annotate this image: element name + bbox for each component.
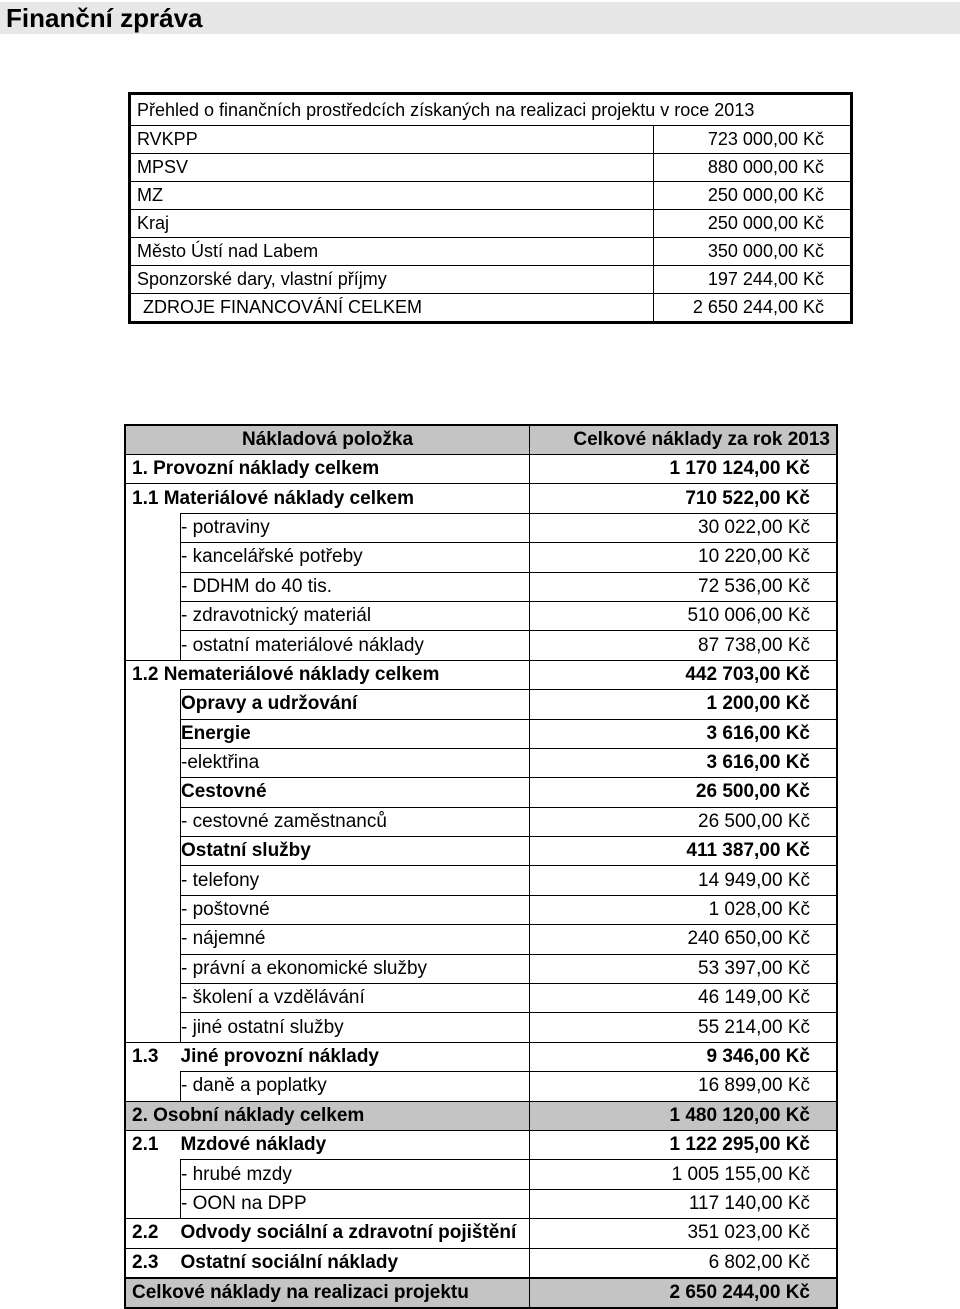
income-total-amount: 2 650 244,00 Kč [654, 294, 852, 323]
cost-value: 26 500,00 Kč [530, 778, 838, 807]
table-row [130, 238, 852, 266]
table-row [125, 1189, 837, 1218]
cost-value: 1 480 120,00 Kč [530, 1101, 838, 1130]
table-row [125, 1130, 837, 1159]
cost-label: Cestovné [181, 778, 530, 807]
table-row [130, 126, 852, 154]
cost-value: 14 949,00 Kč [530, 866, 838, 895]
cost-label: - nájemné [181, 925, 530, 954]
cost-value: 53 397,00 Kč [530, 954, 838, 983]
costs-table [124, 424, 838, 1309]
cost-number: 2.1 [125, 1130, 181, 1159]
cost-value: 1 122 295,00 Kč [530, 1130, 838, 1159]
cost-value: 240 650,00 Kč [530, 925, 838, 954]
cost-value: 26 500,00 Kč [530, 807, 838, 836]
table-row [125, 954, 837, 983]
indent-cell [125, 1013, 181, 1042]
header-item: Nákladová položka [125, 425, 530, 455]
income-source: Kraj [130, 210, 654, 238]
table-row [125, 895, 837, 924]
cost-label: - cestovné zaměstnanců [181, 807, 530, 836]
cost-label: 1.1 Materiálové náklady celkem [125, 484, 530, 513]
table-row [125, 1219, 837, 1248]
indent-cell [125, 807, 181, 836]
cost-value: 10 220,00 Kč [530, 543, 838, 572]
indent-cell [125, 748, 181, 777]
cost-value: 710 522,00 Kč [530, 484, 838, 513]
indent-cell [125, 954, 181, 983]
table-row [130, 210, 852, 238]
table-row [125, 572, 837, 601]
income-source: Město Ústí nad Labem [130, 238, 654, 266]
table-row [125, 1160, 837, 1189]
cost-label: - školení a vzdělávání [181, 984, 530, 1013]
table-row [125, 455, 837, 484]
cost-value: 1 170 124,00 Kč [530, 455, 838, 484]
indent-cell [125, 1072, 181, 1101]
cost-label: Energie [181, 719, 530, 748]
cost-label: 2. Osobní náklady celkem [125, 1101, 530, 1130]
cost-label: - poštovné [181, 895, 530, 924]
indent-cell [125, 778, 181, 807]
cost-label: - DDHM do 40 tis. [181, 572, 530, 601]
cost-label: - potraviny [181, 513, 530, 542]
cost-value: 72 536,00 Kč [530, 572, 838, 601]
table-row [125, 778, 837, 807]
cost-value: 3 616,00 Kč [530, 748, 838, 777]
cost-label: Odvody sociální a zdravotní pojištění [181, 1219, 530, 1248]
cost-label: - ostatní materiálové náklady [181, 631, 530, 660]
cost-value: 411 387,00 Kč [530, 837, 838, 866]
cost-number: 2.3 [125, 1248, 181, 1278]
income-amount: 880 000,00 Kč [654, 154, 852, 182]
table-row [130, 154, 852, 182]
cost-label: 1.2 Nemateriálové náklady celkem [125, 660, 530, 689]
cost-label: Jiné provozní náklady [181, 1042, 530, 1071]
cost-value: 510 006,00 Kč [530, 601, 838, 630]
cost-value: 46 149,00 Kč [530, 984, 838, 1013]
cost-value: 30 022,00 Kč [530, 513, 838, 542]
income-source: Sponzorské dary, vlastní příjmy [130, 266, 654, 294]
income-total-label: ZDROJE FINANCOVÁNÍ CELKEM [130, 294, 654, 323]
cost-value: 442 703,00 Kč [530, 660, 838, 689]
cost-label: - daně a poplatky [181, 1072, 530, 1101]
cost-label: - právní a ekonomické služby [181, 954, 530, 983]
cost-value: 55 214,00 Kč [530, 1013, 838, 1042]
table-row [125, 1248, 837, 1278]
table-row [125, 1101, 837, 1130]
table-row [125, 748, 837, 777]
income-amount: 197 244,00 Kč [654, 266, 852, 294]
income-amount: 250 000,00 Kč [654, 182, 852, 210]
table-row [125, 513, 837, 542]
table-row [125, 719, 837, 748]
cost-label: - hrubé mzdy [181, 1160, 530, 1189]
table-row [125, 984, 837, 1013]
cost-label: - jiné ostatní služby [181, 1013, 530, 1042]
cost-total-value: 2 650 244,00 Kč [530, 1278, 838, 1308]
table-row [125, 690, 837, 719]
income-amount: 250 000,00 Kč [654, 210, 852, 238]
indent-cell [125, 1189, 181, 1218]
cost-label: - zdravotnický materiál [181, 601, 530, 630]
costs-header-row [125, 425, 837, 455]
indent-cell [125, 513, 181, 542]
cost-value: 3 616,00 Kč [530, 719, 838, 748]
table-row [125, 631, 837, 660]
table-row [125, 1278, 837, 1308]
table-row [125, 1072, 837, 1101]
indent-cell [125, 895, 181, 924]
indent-cell [125, 631, 181, 660]
cost-label: Ostatní sociální náklady [181, 1248, 530, 1278]
cost-value: 6 802,00 Kč [530, 1248, 838, 1278]
cost-label: Ostatní služby [181, 837, 530, 866]
indent-cell [125, 925, 181, 954]
table-row [125, 484, 837, 513]
income-source: MZ [130, 182, 654, 210]
income-total-row [130, 294, 852, 323]
table-row [125, 866, 837, 895]
indent-cell [125, 572, 181, 601]
cost-value: 351 023,00 Kč [530, 1219, 838, 1248]
cost-label: - OON na DPP [181, 1189, 530, 1218]
indent-cell [125, 984, 181, 1013]
indent-cell [125, 719, 181, 748]
table-row [125, 1013, 837, 1042]
indent-cell [125, 866, 181, 895]
cost-value: 1 005 155,00 Kč [530, 1160, 838, 1189]
cost-value: 1 028,00 Kč [530, 895, 838, 924]
cost-label: -elektřina [181, 748, 530, 777]
indent-cell [125, 601, 181, 630]
cost-value: 9 346,00 Kč [530, 1042, 838, 1071]
table-row [125, 1042, 837, 1071]
income-source: MPSV [130, 154, 654, 182]
cost-value: 16 899,00 Kč [530, 1072, 838, 1101]
income-heading-row [130, 94, 852, 126]
cost-value: 87 738,00 Kč [530, 631, 838, 660]
cost-label: Opravy a udržování [181, 690, 530, 719]
header-total: Celkové náklady za rok 2013 [530, 425, 838, 455]
income-heading: Přehled o finančních prostředcích získaných na realizaci projektu v roce 2013 [137, 99, 755, 120]
indent-cell [125, 1160, 181, 1189]
cost-label: 1. Provozní náklady celkem [125, 455, 530, 484]
income-table [128, 92, 853, 324]
indent-cell [125, 543, 181, 572]
income-amount: 350 000,00 Kč [654, 238, 852, 266]
table-row [130, 182, 852, 210]
cost-value: 1 200,00 Kč [530, 690, 838, 719]
cost-total-label: Celkové náklady na realizaci projektu [125, 1278, 530, 1308]
table-row [130, 266, 852, 294]
table-row [125, 601, 837, 630]
table-row [125, 807, 837, 836]
cost-number: 2.2 [125, 1219, 181, 1248]
table-row [125, 543, 837, 572]
cost-value: 117 140,00 Kč [530, 1189, 838, 1218]
table-row [125, 660, 837, 689]
title-bar [0, 2, 960, 34]
indent-cell [125, 690, 181, 719]
indent-cell [125, 837, 181, 866]
cost-label: Mzdové náklady [181, 1130, 530, 1159]
cost-label: - kancelářské potřeby [181, 543, 530, 572]
table-row [125, 925, 837, 954]
income-source: RVKPP [130, 126, 654, 154]
cost-number: 1.3 [125, 1042, 181, 1071]
income-amount: 723 000,00 Kč [654, 126, 852, 154]
table-row [125, 837, 837, 866]
cost-label: - telefony [181, 866, 530, 895]
page-title: Finanční zpráva [6, 3, 203, 33]
